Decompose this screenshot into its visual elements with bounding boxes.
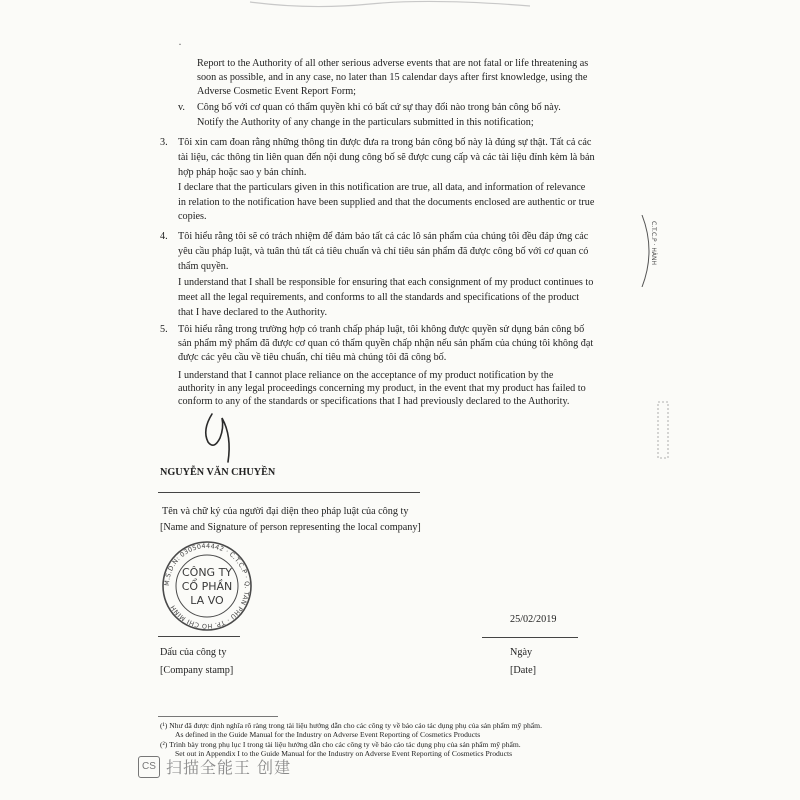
stamp-line-1: CÔNG TY xyxy=(181,566,233,579)
footnote-1-vi: (¹) Như đã được định nghĩa rõ ràng trong tài liệu hướng dẫn cho các công ty về báo cáo tác dụng phụ của sản phẩm mỹ phẩm. xyxy=(160,721,542,730)
note-line: Công bố với cơ quan có thẩm quyền khi có bất cứ sự thay đổi nào trong bản công bố này. xyxy=(197,102,561,113)
item-line: được các yêu cầu về tiêu chuẩn, chỉ tiêu mà chúng tôi đã công bố. xyxy=(178,352,447,363)
company-stamp-label-en: [Company stamp] xyxy=(160,665,234,676)
signature-line xyxy=(158,492,420,493)
note-line: Adverse Cosmetic Event Report Form; xyxy=(197,86,357,97)
signature-caption-en: [Name and Signature of person representing the local company] xyxy=(160,522,421,533)
item-line: I understand that I cannot place reliance on the acceptance of my product notification by the xyxy=(178,370,554,381)
item-line: in relation to the notification have been supplied and that the documents enclosed are authentic or true xyxy=(178,197,595,208)
footnote-1-en: As defined in the Guide Manual for the Industry on Adverse Event Reporting of Cosmetics Products xyxy=(175,730,481,739)
item-line: sản phẩm mỹ phẩm đã được cơ quan có thẩm quyền chấp nhận nếu sản phẩm của chúng tôi không đạt xyxy=(178,338,594,349)
scanner-watermark-text: 扫描全能王 创建 xyxy=(166,758,292,777)
footnote-2-en: Set out in Appendix I to the Guide Manual for the Industry on Adverse Event Reporting of Cosmetics Products xyxy=(175,749,513,758)
item-line: Tôi hiểu rằng tôi sẽ có trách nhiệm để đảm bảo tất cả các lô sản phẩm của chúng tôi đều đáp ứng các xyxy=(178,231,589,242)
date-label-vi: Ngày xyxy=(510,647,533,658)
camscanner-logo-icon: CS xyxy=(138,756,160,778)
item-line: Tôi hiểu rằng trong trường hợp có tranh chấp pháp luật, tôi không được quyền sử dụng bản công bố xyxy=(178,324,585,335)
company-stamp-label-vi: Dấu của công ty xyxy=(160,647,227,658)
item-line: authority in any legal proceedings concerning my product, in the event that my product has failed to xyxy=(178,383,586,394)
stamp-ring-text: M.S.D.N: 0305044442 · C.T.C.P · Q. TÂN PHÚ · TP. HỒ CHÍ MINH xyxy=(162,541,252,631)
note-line: Report to the Authority of all other serious adverse events that are not fatal or life threatening as xyxy=(197,58,589,69)
item-line: I understand that I shall be responsible for ensuring that each consignment of my product continues to xyxy=(178,277,594,288)
date-label-en: [Date] xyxy=(510,665,537,676)
item-line: hợp pháp hoặc sao y bản chính. xyxy=(178,167,307,178)
signatory-name: NGUYỄN VĂN CHUYỀN xyxy=(160,467,276,478)
footnote-separator xyxy=(158,716,278,717)
footnote-2-vi: (²) Trình bày trong phụ lục I trong tài liệu hướng dẫn cho các công ty về báo cáo tác dụng phụ của sản phẩm mỹ phẩm. xyxy=(160,740,521,749)
margin-seal-text: C.T.C.P · HÀNH xyxy=(650,221,657,266)
item-number: 4. xyxy=(160,231,168,242)
item-line: I declare that the particulars given in this notification are true, all data, and information of relevance xyxy=(178,182,586,193)
item-line: that I have declared to the Authority. xyxy=(178,307,327,318)
item-line: thẩm quyền. xyxy=(178,261,229,272)
item-line: meet all the legal requirements, and conforms to all the standards and specifications of the product xyxy=(178,292,580,303)
company-stamp-line xyxy=(158,636,240,637)
handwritten-signature xyxy=(198,408,246,464)
stamp-line-3: LA VO xyxy=(190,594,224,607)
item-line: conform to any of the standards or specifications that I had previously declared to the Authority. xyxy=(178,396,570,407)
item-number: 5. xyxy=(160,324,168,335)
note-line: Notify the Authority of any change in the particulars submitted in this notification; xyxy=(197,117,534,128)
margin-seal xyxy=(640,215,658,287)
top-edge-decoration xyxy=(230,0,550,12)
margin-stamp-mark xyxy=(656,400,674,460)
signature-caption-vi: Tên và chữ ký của người đại diện theo pháp luật của công ty xyxy=(162,506,409,517)
margin-mark: · xyxy=(178,37,182,51)
item-line: copies. xyxy=(178,211,207,222)
date-value: 25/02/2019 xyxy=(510,614,557,625)
date-line xyxy=(482,637,578,638)
stamp-line-2: CỔ PHẦN xyxy=(181,580,233,593)
note-line: soon as possible, and in any case, no later than 15 calendar days after first knowledge, using the xyxy=(197,72,588,83)
item-number: 3. xyxy=(160,137,168,148)
item-line: Tôi xin cam đoan rằng những thông tin được đưa ra trong bản công bố này là đúng sự thật. Tất cả các xyxy=(178,137,592,148)
item-line: yêu cầu pháp luật, và tuân thủ tất cả tiêu chuẩn và chỉ tiêu sản phẩm đã được công bố với cơ quan có xyxy=(178,246,589,257)
company-stamp-seal xyxy=(152,540,262,632)
item-line: tài liệu, các thông tin liên quan đến nội dung công bố sẽ được cung cấp và các tài liệu đính kèm là bản xyxy=(178,152,595,163)
list-marker-v: v. xyxy=(178,102,185,113)
